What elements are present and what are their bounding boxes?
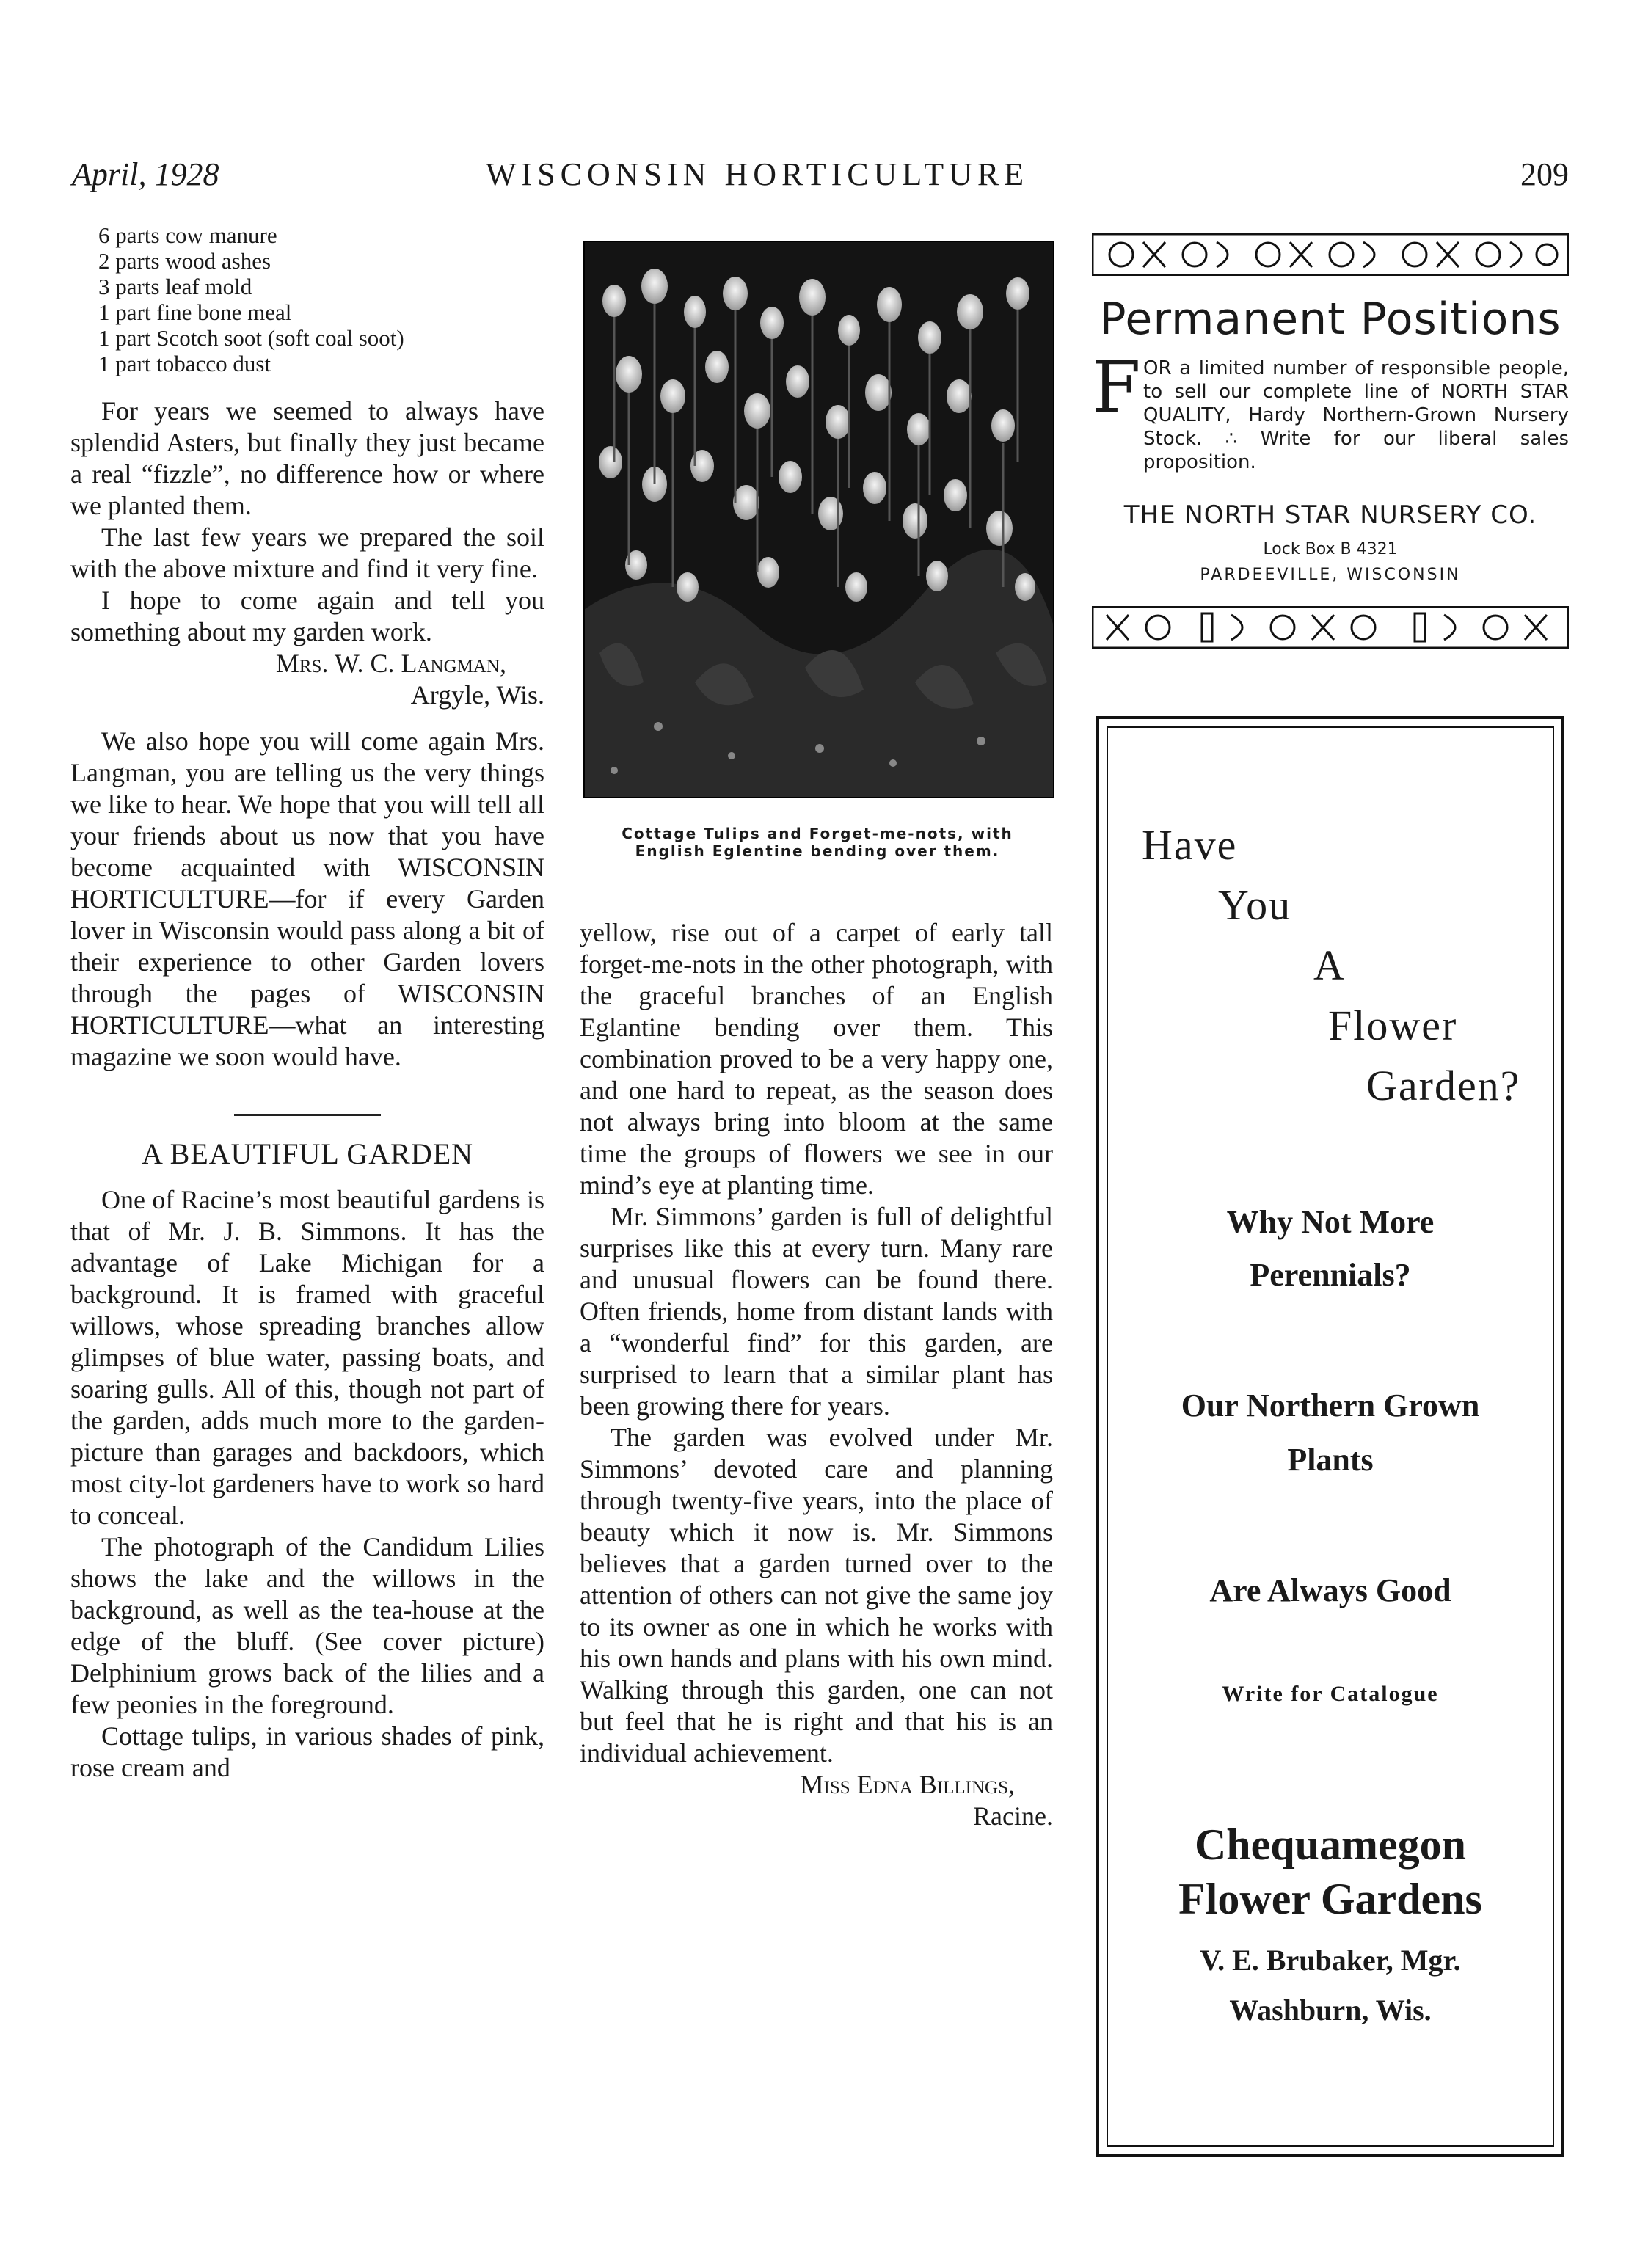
- ad-headline-word: You: [1218, 881, 1292, 929]
- ad-headline-word: A: [1313, 941, 1346, 989]
- soil-mixture-list: [98, 222, 544, 376]
- article-heading: A BEAUTIFUL GARDEN: [141, 1137, 474, 1170]
- ad-line: Plants: [1287, 1442, 1374, 1478]
- company-name: THE NORTH STAR NURSERY CO.: [1123, 500, 1537, 530]
- nursery-advertisement: [1092, 233, 1569, 649]
- signature-langman: [70, 648, 544, 711]
- photo-caption: Cottage Tulips and Forget-me-nots, with English Eglentine bending over them.: [622, 825, 1013, 860]
- paragraph: We also hope you will come again Mrs. Langman, you are telling us the very things we like to hear. We hope that you will tell all your friends about us now that you have become acquainted with WISCONSIN HORTICULTURE—for if every Garden lover in Wisconsin would pass along a bit of their experience to other Garden lovers through the pages of WISCONSIN HORTICULTURE—what an interesting magazine we soon would have.: [70, 726, 544, 1071]
- running-header: [0, 156, 1651, 200]
- ad-body-text: OR a limited number of responsible people, to sell our complete line of NORTH STAR QUALITY, Hardy Northern-Grown Nursery Stock. ∴ Write for our liberal sales proposition.: [1143, 357, 1569, 473]
- ad-line: Why Not More: [1226, 1204, 1435, 1240]
- tulip-photograph: [583, 241, 1054, 798]
- paragraph: yellow, rise out of a carpet of early tall forget-me-nots in the other photograph, with the graceful branches of an English Eglantine bending over them. This combination proved to be a very happy one, and one hard to repeat, as the season does not always bring into bloom at the same time the groups of flowers we see in our mind’s eye at planting time.: [580, 918, 1053, 1200]
- list-item: 6 parts cow manure: [98, 222, 277, 248]
- ornamental-border-bottom: [1092, 606, 1569, 649]
- magazine-title: WISCONSIN HORTICULTURE: [486, 156, 1029, 192]
- ornamental-border-top: [1092, 233, 1569, 276]
- paragraph: The garden was evolved under Mr. Simmons’ devoted care and planning through twenty-five years, into the place of beauty which it now is. Mr. Simmons believes that a garden turned over to the attention of others can not give the same joy to its owner as one in which he works with his own hands and plans with his own mind. Walking through this garden, one can not but feel that he is right and that his is an individual achievement.: [580, 1423, 1053, 1768]
- ad-headline-word: Flower: [1328, 1002, 1458, 1049]
- business-place: Washburn, Wis.: [1229, 1994, 1432, 2027]
- issue-date: April, 1928: [72, 156, 219, 192]
- ad-title: Permanent Positions: [1099, 293, 1561, 345]
- paragraph: Mr. Simmons’ garden is full of delightful surprises like this at every turn. Many rare and unusual flowers can be found there. Often friends, home from distant lands with a “wonderful find” for this garden, are surprised to learn that a similar plant has been growing there for years.: [580, 1202, 1053, 1421]
- paragraph: I hope to come again and tell you something about my garden work.: [70, 586, 544, 646]
- column-left: [70, 222, 544, 1784]
- business-name: Flower Gardens: [1178, 1875, 1482, 1923]
- ad-line: Our Northern Grown: [1181, 1388, 1480, 1423]
- signature-name: Mrs. W. C. Langman,: [275, 649, 506, 678]
- paragraph: The last few years we prepared the soil with the above mixture and find it very fine.: [70, 522, 544, 583]
- ad-line: Perennials?: [1250, 1257, 1411, 1293]
- signature-billings: [580, 1769, 1053, 1832]
- tulip-photo-image: [585, 242, 1053, 797]
- ad-headline-word: Garden?: [1366, 1062, 1521, 1109]
- signature-place: Argyle, Wis.: [410, 680, 544, 710]
- flower-gardens-advertisement: [1096, 716, 1564, 2157]
- paragraph: The photograph of the Candidum Lilies shows the lake and the willows in the background, as well as the tea-house at the edge of the bluff. (See cover picture) Delphinium grows back of the lilies and a few peonies in the foreground.: [70, 1532, 544, 1719]
- paragraph: Cottage tulips, in various shades of pink, rose cream and: [70, 1721, 544, 1782]
- paragraph: For years we seemed to always have splendid Asters, but finally they just became a real “fizzle”, no difference how or where we planted them.: [70, 396, 544, 520]
- list-item: 2 parts wood ashes: [98, 248, 271, 274]
- ad-body: [1092, 346, 1569, 474]
- ad-line: Are Always Good: [1209, 1572, 1451, 1608]
- ad-headline-word: Have: [1142, 821, 1238, 869]
- ad-inner-frame: [1107, 726, 1554, 2147]
- company-town: PARDEEVILLE, WISCONSIN: [1200, 566, 1461, 584]
- list-item: 1 part tobacco dust: [98, 351, 271, 376]
- signature-name: Miss Edna Billings,: [800, 1770, 1015, 1799]
- column-middle: [580, 917, 1053, 1832]
- paragraph: One of Racine’s most beautiful gardens is that of Mr. J. B. Simmons. It has the advantage of Lake Michigan for a background. It is framed with graceful willows, whose spreading branches allow glimpses of blue water, passing boats, and soaring gulls. All of this, though not part of the garden, adds much more to the garden-picture than garages and backdoors, which most city-lot gardeners have to work so hard to conceal.: [70, 1185, 544, 1530]
- ad-catalogue-line: Write for Catalogue: [1222, 1682, 1439, 1706]
- list-item: 1 part fine bone meal: [98, 299, 292, 325]
- list-item: 3 parts leaf mold: [98, 274, 252, 299]
- business-name: Chequamegon: [1194, 1820, 1467, 1869]
- section-divider: [234, 1114, 381, 1116]
- list-item: 1 part Scotch soot (soft coal soot): [98, 325, 404, 351]
- manager-name: V. E. Brubaker, Mgr.: [1200, 1944, 1461, 1977]
- page-number: 209: [1520, 156, 1569, 192]
- lock-box: Lock Box B 4321: [1263, 540, 1398, 558]
- drop-cap: F: [1092, 346, 1141, 429]
- signature-place: Racine.: [973, 1801, 1053, 1831]
